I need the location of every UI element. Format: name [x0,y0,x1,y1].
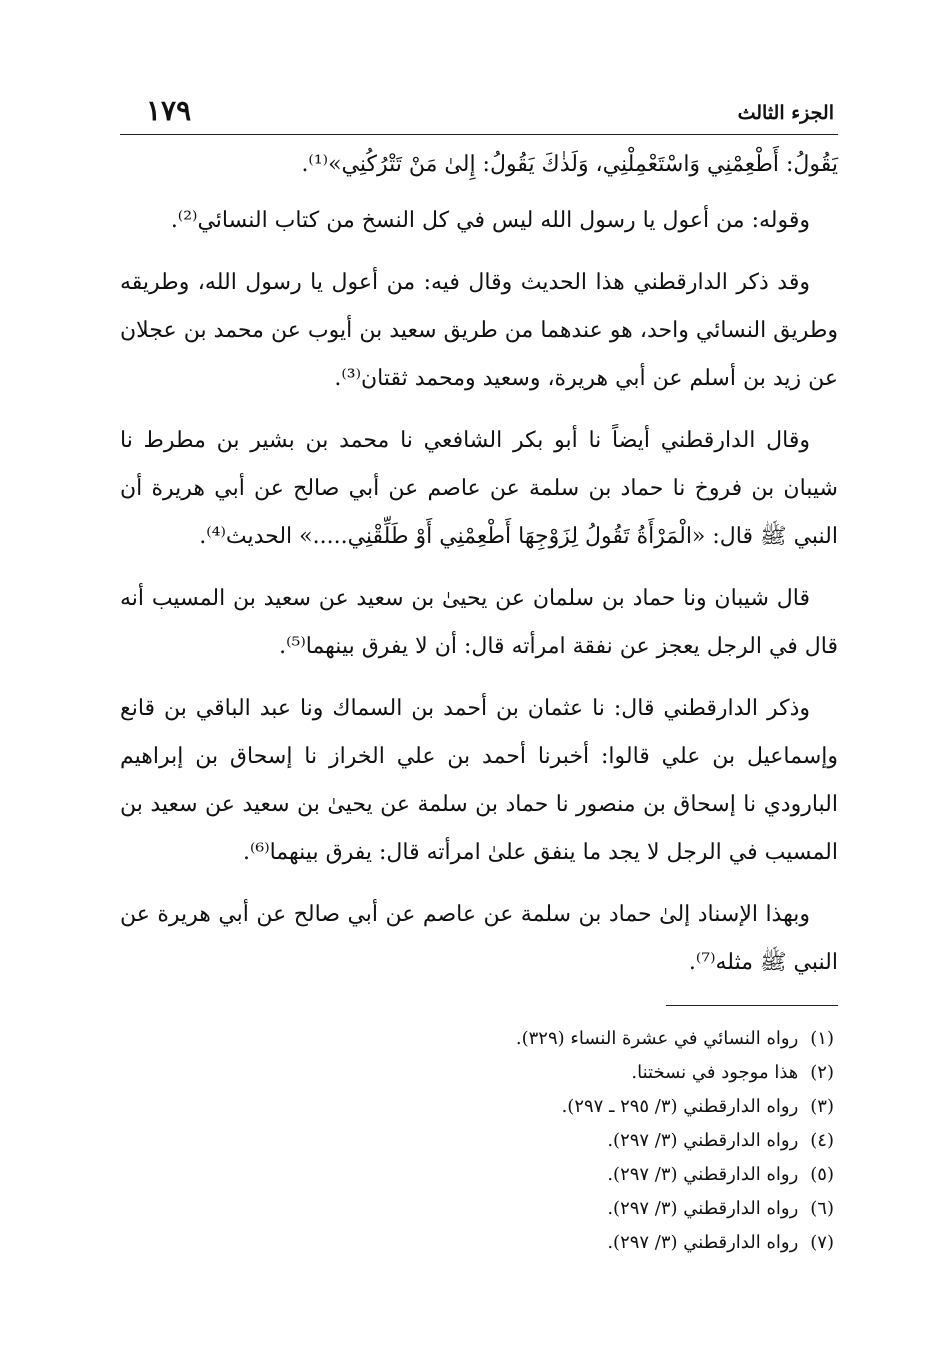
footnote-item [120,1192,834,1226]
footnote-text: رواه الدارقطني (٣/ ٢٩٧). [607,1232,799,1253]
paragraph-4: وقال الدارقطني أيضاً نا أبو بكر الشافعي نا محمد بن بشير بن مطرط نا شيبان بن فروخ نا حماد بن سلمة عن عاصم عن أبي صالح عن أبي هريرة أن النبي ﷺ قال: «الْمَرْأَةُ تَقُولُ لِزَوْجِهَا أَطْعِمْنِي أَوْ طَلِّقْنِي.....» الحديث⁽⁴⁾. [120,428,838,549]
paragraph-7: وبهذا الإسناد إلىٰ حماد بن سلمة عن عاصم عن أبي صالح عن أبي هريرة عن النبي ﷺ مثله⁽⁷⁾. [120,902,838,975]
footnote-text: رواه الدارقطني (٣/ ٢٩٥ ـ ٢٩٧). [561,1096,799,1117]
footnote-item [120,1056,834,1090]
paragraph-5: قال شيبان ونا حماد بن سلمان عن يحيىٰ بن سعيد عن سعيد بن المسيب أنه قال في الرجل يعجز عن نفقة امرأته قال: أن لا يفرق بينهما⁽⁵⁾. [120,586,838,659]
paragraph-3: وقد ذكر الدارقطني هذا الحديث وقال فيه: من أعول يا رسول الله، وطريقه وطريق النسائي واحد، هو عندهما من طريق سعيد بن أيوب عن محمد بن عجلان عن زيد بن أسلم عن أبي هريرة، وسعيد ومحمد ثقتان⁽³⁾. [120,270,838,391]
footnotes [120,1022,834,1260]
main-text [120,141,838,987]
footnote-number: (٤) [810,1130,834,1151]
footnote-text: رواه الدارقطني (٣/ ٢٩٧). [607,1164,799,1185]
footnote-text: رواه الدارقطني (٣/ ٢٩٧). [607,1198,799,1219]
footnote-divider [666,1005,838,1006]
page-number: ١٧٩ [146,94,192,127]
footnote-item [120,1090,834,1124]
footnote-item [120,1022,834,1056]
footnote-number: (١) [810,1028,834,1049]
paragraph-2: وقوله: من أعول يا رسول الله ليس في كل النسخ من كتاب النسائي⁽²⁾. [170,208,810,233]
book-page [120,88,838,1260]
footnote-text: رواه النسائي في عشرة النساء (٣٢٩). [515,1028,799,1049]
footnote-text: رواه الدارقطني (٣/ ٢٩٧). [607,1130,799,1151]
page-header [120,88,838,135]
volume-title: الجزء الثالث [737,102,834,124]
footnote-item [120,1124,834,1158]
footnote-number: (٢) [810,1062,834,1083]
paragraph-1: يَقُولُ: أَطْعِمْنِي وَاسْتَعْمِلْنِي، وَلَذٰكَ يَقُولُ: إِلىٰ مَنْ تَتْرُكُنِي»⁽¹⁾. [301,152,838,177]
paragraph-6: وذكر الدارقطني قال: نا عثمان بن أحمد بن السماك ونا عبد الباقي بن قانع وإسماعيل بن علي قالوا: أخبرنا أحمد بن علي الخراز نا إسحاق بن إبراهيم البارودي نا إسحاق بن منصور نا حماد بن سلمة عن يحيىٰ بن سعيد عن سعيد بن المسيب في الرجل لا يجد ما ينفق علىٰ امرأته قال: يفرق بينهما⁽⁶⁾. [120,696,838,865]
footnote-number: (٦) [810,1198,834,1219]
footnote-number: (٣) [810,1096,834,1117]
footnote-item [120,1158,834,1192]
footnote-number: (٧) [810,1232,834,1253]
footnote-number: (٥) [810,1164,834,1185]
footnote-item [120,1226,834,1260]
footnote-text: هذا موجود في نسختنا. [631,1062,799,1083]
